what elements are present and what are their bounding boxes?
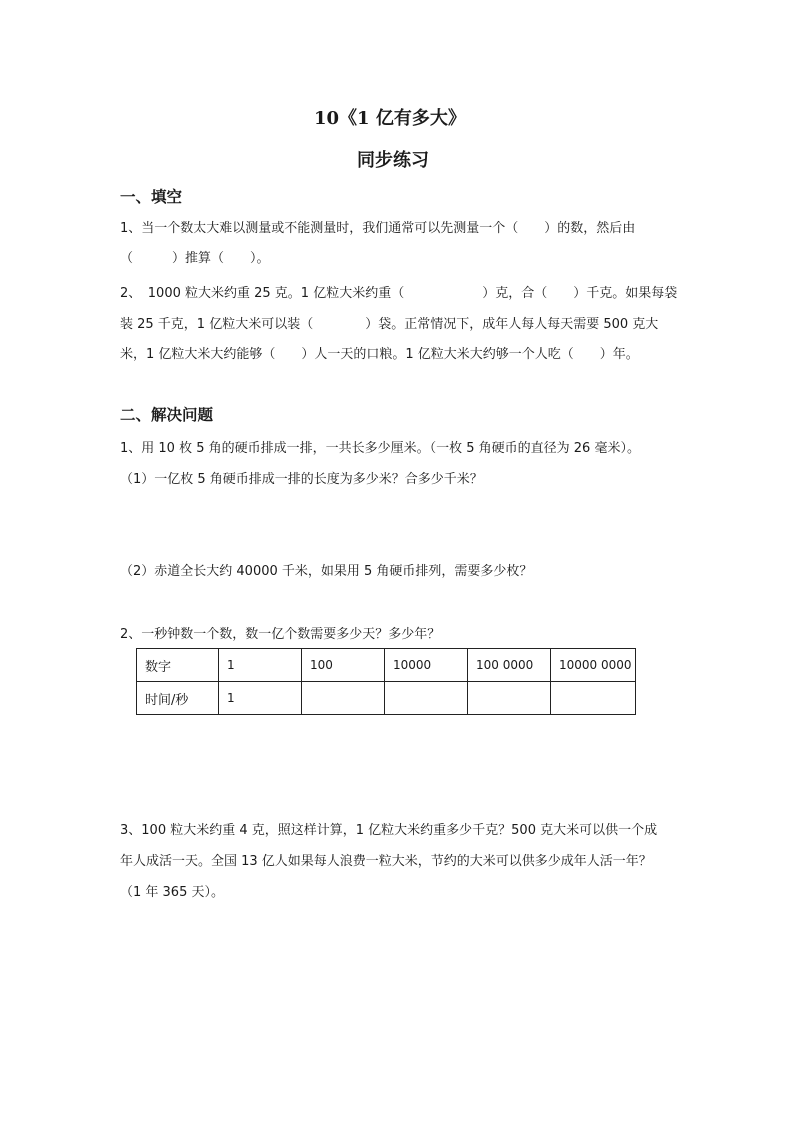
answer-cell[interactable] <box>385 682 468 715</box>
problem-3-line-3: （1 年 365 天）。 <box>120 885 224 900</box>
worksheet-title: 10《1 亿有多大》 <box>314 108 466 129</box>
question-1-line-1: 1、当一个数太大难以测量或不能测量时，我们通常可以先测量一个（ ）的数，然后由 <box>120 221 636 236</box>
problem-1-line-1: 1、用 10 枚 5 角的硬币排成一排，一共长多少厘米。（一枚 5 角硬币的直径为 26 毫米）。 <box>120 441 640 456</box>
answer-cell[interactable] <box>551 682 636 715</box>
table-cell: 数字 <box>137 649 219 682</box>
table-cell: 1 <box>219 682 302 715</box>
table-row <box>137 649 636 682</box>
problem-1-sub-1: （1）一亿枚 5 角硬币排成一排的长度为多少米？合多少千米？ <box>120 472 483 487</box>
problem-2-line-1: 2、一秒钟数一个数，数一亿个数需要多少天？多少年？ <box>120 627 441 642</box>
question-2-line-2: 装 25 千克，1 亿粒大米可以装（ ）袋。正常情况下，成年人每人每天需要 500 克大 <box>120 317 659 332</box>
question-1-line-2: （ ）推算（ ）。 <box>120 251 270 266</box>
table-cell: 100 0000 <box>468 649 551 682</box>
table-cell: 1 <box>219 649 302 682</box>
question-2-line-3: 米，1 亿粒大米大约能够（ ）人一天的口粮。1 亿粒大米大约够一个人吃（ ）年。 <box>120 347 639 362</box>
table-cell: 100 <box>302 649 385 682</box>
problem-3-line-1: 3、100 粒大米约重 4 克，照这样计算，1 亿粒大米约重多少千克？500 克大米可以供一个成 <box>120 823 658 838</box>
table-cell: 时间/秒 <box>137 682 219 715</box>
table-cell: 10000 <box>385 649 468 682</box>
question-2-line-1: 2、 1000 粒大米约重 25 克。1 亿粒大米约重（ ）克，合（ ）千克。如果每袋 <box>120 286 678 301</box>
answer-cell[interactable] <box>468 682 551 715</box>
section-heading-problems: 二、解决问题 <box>120 406 214 424</box>
problem-1-sub-2: （2）赤道全长大约 40000 千米，如果用 5 角硬币排列，需要多少枚？ <box>120 564 533 579</box>
answer-cell[interactable] <box>302 682 385 715</box>
worksheet-subtitle: 同步练习 <box>357 150 429 171</box>
section-heading-fill-blank: 一、填空 <box>120 188 183 206</box>
problem-3-line-2: 年人成活一天。全国 13 亿人如果每人浪费一粒大米，节约的大米可以供多少成年人活一年？ <box>120 854 652 869</box>
counting-time-table <box>136 648 636 715</box>
table-cell: 10000 0000 <box>551 649 636 682</box>
table-row <box>137 682 636 715</box>
